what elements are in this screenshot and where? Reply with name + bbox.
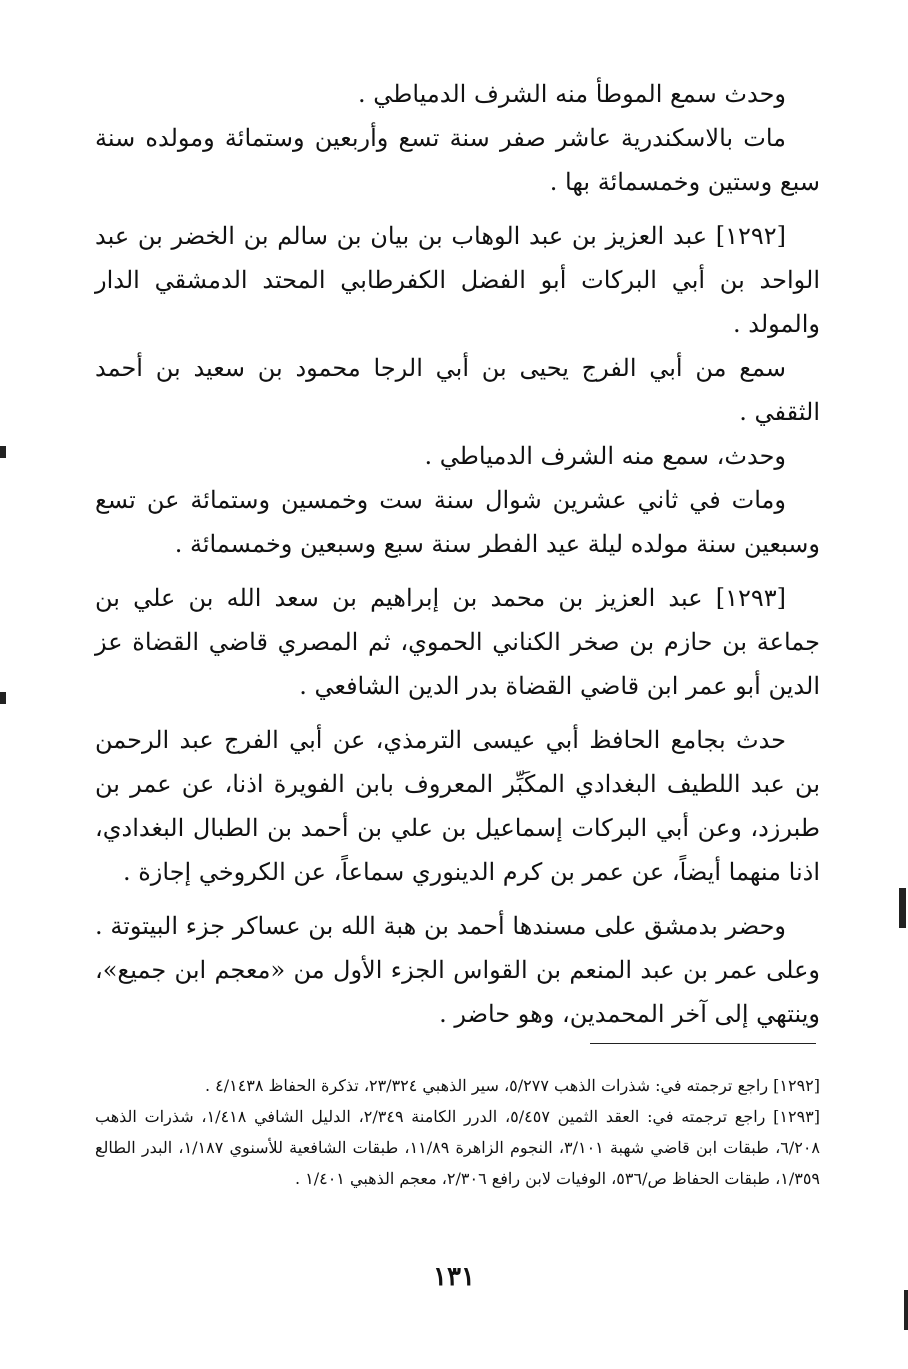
- paragraph: وحدث، سمع منه الشرف الدمياطي .: [424, 442, 786, 470]
- paragraph: مات بالاسكندرية عاشر صفر سنة تسع وأربعين وستمائة ومولده سنة سبع وستين وخمسمائة بها .: [95, 124, 820, 196]
- scan-margin-mark: [0, 692, 6, 704]
- entry-1292-heading: [١٢٩٢] عبد العزيز بن عبد الوهاب بن بيان بن سالم بن الخضر بن عبد الواحد بن أبي البركات أبو الفضل الكفرطابي المحتد الدمشقي الدار والمولد .: [95, 222, 820, 338]
- main-text: [95, 72, 820, 1036]
- scan-margin-mark: [0, 446, 6, 458]
- paragraph: وحدث سمع الموطأ منه الشرف الدمياطي .: [357, 80, 786, 108]
- paragraph: وحضر بدمشق على مسندها أحمد بن هبة الله بن عساكر جزء البيتوتة . وعلى عمر بن عبد المنعم بن القواس الجزء الأول من «معجم ابن جميع»، وينتهي إلى آخر المحمدين، وهو حاضر .: [95, 912, 820, 1028]
- page-number: ١٣١: [433, 1262, 475, 1292]
- footnote-1293: [١٢٩٣] راجع ترجمته في: العقد الثمين ٥/٤٥٧، الدرر الكامنة ٢/٣٤٩، الدليل الشافي ١/٤١٨، شذرات الذهب ٦/٢٠٨، طبقات ابن قاضي شهبة ٣/١٠١، النجوم الزاهرة ١١/٨٩، طبقات الشافعية للأسنوي ١/١٨٧، البدر الطالع ١/٣٥٩، طبقات الحفاظ ص/٥٣٦، الوفيات لابن رافع ٢/٣٠٦، معجم الذهبي ١/٤٠١ .: [95, 1107, 820, 1188]
- entry-1293-heading: [١٢٩٣] عبد العزيز بن محمد بن إبراهيم بن سعد الله بن علي بن جماعة بن حازم بن صخر الكناني الحموي، ثم المصري قاضي القضاة عز الدين أبو عمر ابن قاضي القضاة بدر الدين الشافعي .: [95, 584, 820, 700]
- paragraph: سمع من أبي الفرج يحيى بن أبي الرجا محمود بن سعيد بن أحمد الثقفي .: [95, 354, 820, 426]
- footnote-separator: [590, 1043, 816, 1044]
- footnote-1292: [١٢٩٢] راجع ترجمته في: شذرات الذهب ٥/٢٧٧، سير الذهبي ٢٣/٣٢٤، تذكرة الحفاظ ٤/١٤٣٨ .: [204, 1076, 820, 1095]
- scan-margin-mark: [899, 888, 906, 928]
- scan-margin-mark: [904, 1290, 908, 1330]
- footnotes: [95, 1070, 820, 1194]
- paragraph: حدث بجامع الحافظ أبي عيسى الترمذي، عن أبي الفرج عبد الرحمن بن عبد اللطيف البغدادي المكَبِّر المعروف بابن الفويرة اذنا، عن عمر بن طبرزد، وعن أبي البركات إسماعيل بن علي بن أحمد بن الطبال البغدادي، اذنا منهما أيضاً، عن عمر بن كرم الدينوري سماعاً، عن الكروخي إجازة .: [95, 726, 820, 886]
- paragraph: ومات في ثاني عشرين شوال سنة ست وخمسين وستمائة عن تسع وسبعين سنة مولده ليلة عيد الفطر سنة سبع وسبعين وخمسمائة .: [95, 486, 820, 558]
